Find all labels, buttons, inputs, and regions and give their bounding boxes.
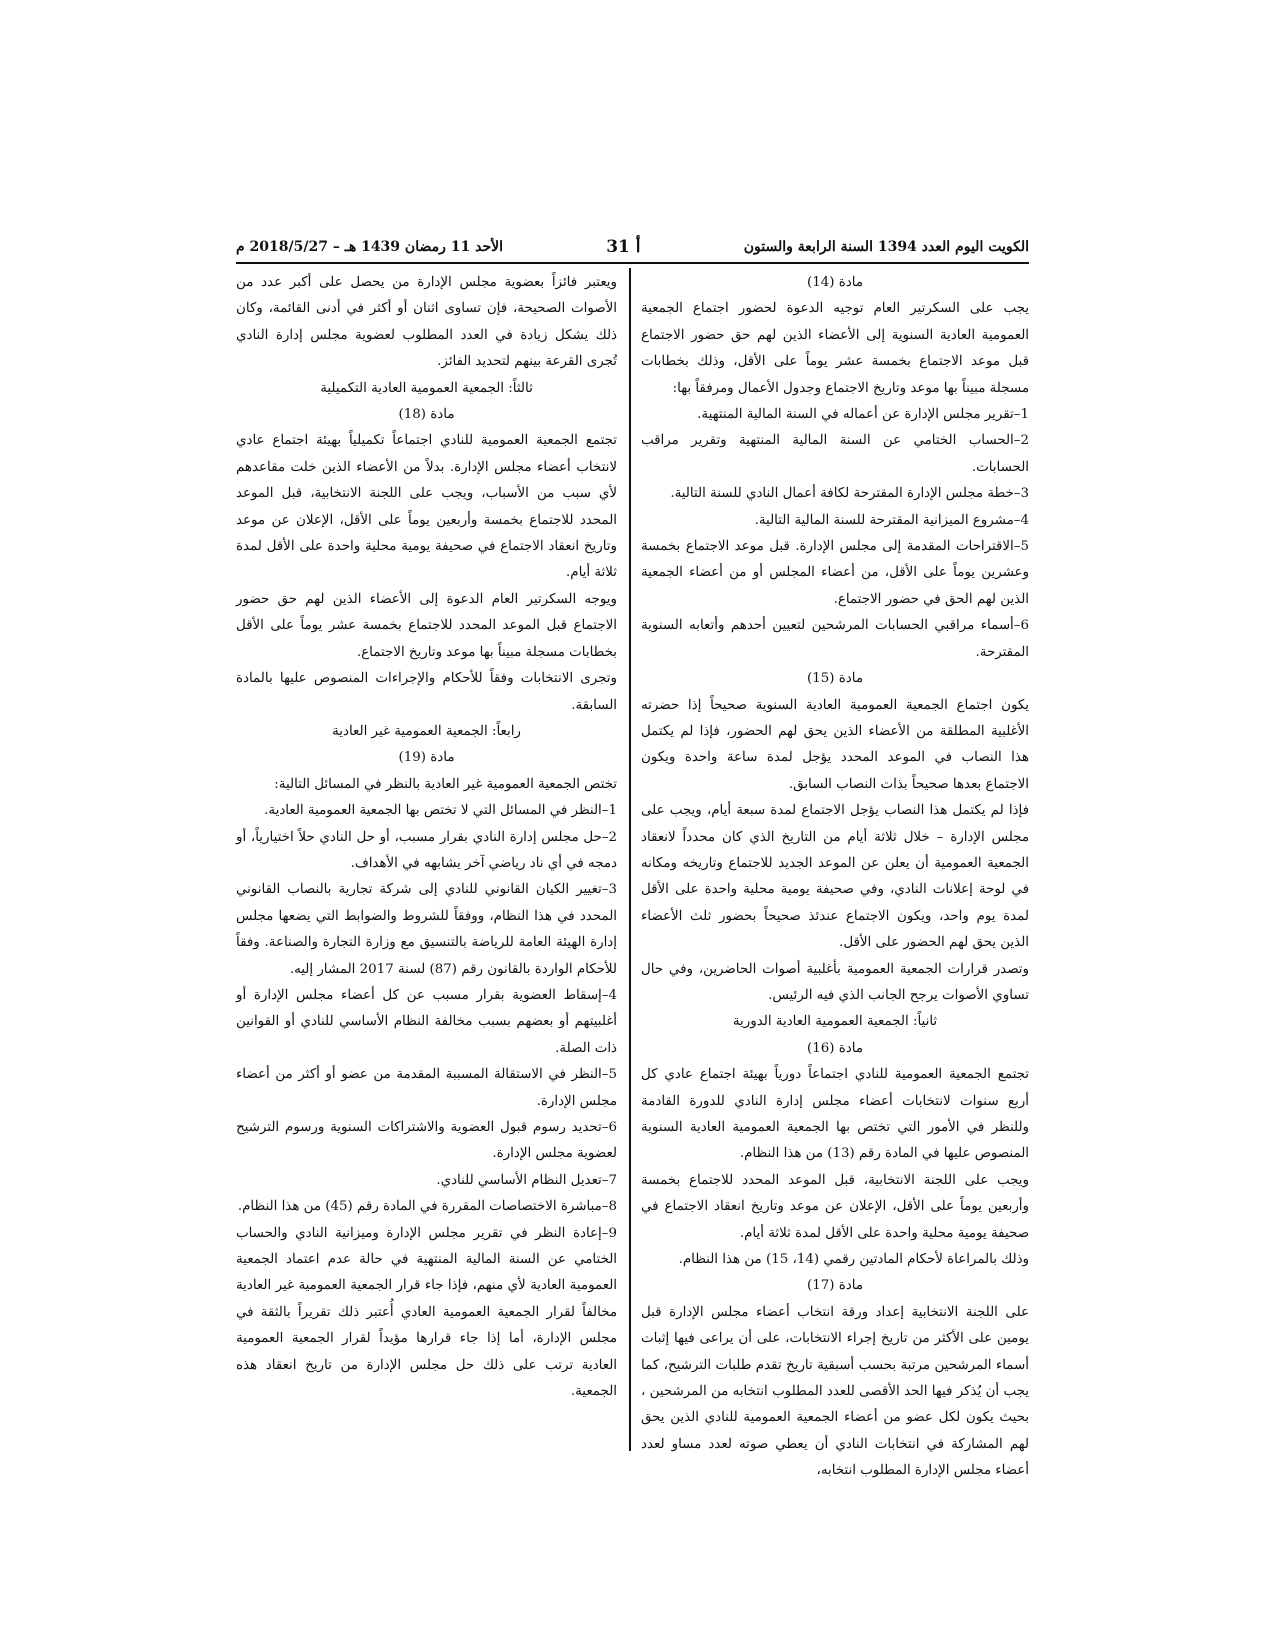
section-heading: مادة (14) bbox=[807, 275, 863, 290]
paragraph: ويعتبر فائزاً بعضوية مجلس الإدارة من يحصل على أكبر عدد من الأصوات الصحيحة، فإن تساوى اثنان أو أكثر في أدنى القائمة، وكان ذلك يشكل زيادة في العدد المطلوب لعضوية مجلس إدارة النادي تُجرى القرعة بينهم لتحديد الفائز. bbox=[236, 275, 617, 370]
paragraph: على اللجنة الانتخابية إعداد ورقة انتخاب أعضاء مجلس الإدارة قبل يومين على الأكثر من تاريخ إجراء الانتخابات، على أن يراعى فيها إثبات أسماء المرشحين مرتبة بحسب أسبقية تاريخ تقدم طلبات الترشيح، كما يجب أن يُذكر فيها الحد الأقصى للعدد المطلوب انتخابه من المرشحين ، بحيث يكون لكل عضو من أعضاء الجمعية العمومية للنادي الذين يحق لهم المشاركة في انتخابات النادي أن يعطي صوته لعدد مساو لعدد أعضاء مجلس الإدارة المطلوب انتخابه، bbox=[641, 1304, 1029, 1479]
paragraph: فإذا لم يكتمل هذا النصاب يؤجل الاجتماع لمدة سبعة أيام، ويجب على مجلس الإدارة – خلال ثلاثة أيام من التاريخ الذي كان محدداً لانعقاد الجمعية العمومية أن يعلن عن الموعد الجديد للاجتماع وتاريخه ومكانه في لوحة إعلانات النادي، وفي صحيفة يومية محلية واحدة على الأقل لمدة يوم واحد، ويكون الاجتماع عندئذ صحيحاً بحضور ثلث الأعضاء الذين يحق لهم الحضور على الأقل. bbox=[641, 803, 1029, 951]
section-heading: مادة (15) bbox=[807, 671, 863, 687]
section-heading: مادة (17) bbox=[807, 1278, 863, 1294]
paragraph: تجتمع الجمعية العمومية للنادي اجتماعاً دورياً بهيئة اجتماع عادي كل أربع سنوات لانتخابات أعضاء مجلس إدارة النادي للدورة القادمة وللنظر في الأمور التي تختص بها الجمعية العمومية العادية السنوية المنصوص عليها في المادة رقم (13) من هذا النظام. bbox=[641, 1067, 1029, 1162]
section-heading: مادة (18) bbox=[398, 407, 455, 423]
left-column bbox=[236, 270, 617, 1405]
paragraph: ويجب على اللجنة الانتخابية، قبل الموعد المحدد للاجتماع بخمسة وأربعين يوماً على الأقل، الإعلان عن موعد وتاريخ انعقاد الاجتماع في صحيفة يومية محلية واحدة على الأقل لمدة ثلاثة أيام. bbox=[641, 1172, 1029, 1241]
paragraph: 4–إسقاط العضوية بقرار مسبب عن كل أعضاء مجلس الإدارة أو أغلبيتهم أو بعضهم بسبب مخالفة النظام الأساسي للنادي أو القوانين ذات الصلة. bbox=[236, 987, 617, 1056]
paragraph: 4–مشروع الميزانية المقترحة للسنة المالية التالية. bbox=[754, 512, 1029, 528]
paragraph: 2–الحساب الختامي عن السنة المالية المنتهية وتقرير مراقب الحسابات. bbox=[641, 433, 1029, 475]
paragraph: 5–الاقتراحات المقدمة إلى مجلس الإدارة. قبل موعد الاجتماع بخمسة وعشرين يوماً على الأقل، من أعضاء المجلس أو من أعضاء الجمعية الذين لهم الحق في حضور الاجتماع. bbox=[641, 539, 1029, 607]
page-header bbox=[236, 233, 1029, 261]
header-date: الأحد 11 رمضان 1439 هـ – 2018/5/27 م bbox=[236, 239, 503, 255]
header-issue: الكويت اليوم العدد 1394 السنة الرابعة والستون bbox=[743, 239, 1029, 255]
paragraph: 2–حل مجلس إدارة النادي بقرار مسبب، أو حل النادي حلاً اختيارياً، أو دمجه في أي ناد رياضي آخر يشابهه في الأهداف. bbox=[236, 829, 617, 871]
section-heading: ثانياً: الجمعية العمومية العادية الدورية bbox=[732, 1014, 938, 1030]
section-heading: ثالثاً: الجمعية العمومية العادية التكميلية bbox=[320, 380, 533, 396]
section-heading: رابعاً: الجمعية العمومية غير العادية bbox=[332, 723, 521, 739]
paragraph: 3–تغيير الكيان القانوني للنادي إلى شركة تجارية بالنصاب القانوني المحدد في هذا النظام، ووفقاً للشروط والضوابط التي يضعها مجلس إدارة الهيئة العامة للرياضة بالتنسيق مع وزارة التجارة والصناعة. وفقاً للأحكام الواردة بالقانون رقم (87) لسنة 2017 المشار إليه. bbox=[236, 882, 617, 977]
paragraph: ويوجه السكرتير العام الدعوة إلى الأعضاء الذين لهم حق حضور الاجتماع قبل الموعد المحدد للاجتماع بخمسة عشر يوماً على الأقل بخطابات مسجلة مبيناً بها موعد وتاريخ الاجتماع. bbox=[236, 591, 617, 660]
paragraph: 6–تحديد رسوم قبول العضوية والاشتراكات السنوية ورسوم الترشيح لعضوية مجلس الإدارة. bbox=[236, 1120, 617, 1162]
paragraph: 3–خطة مجلس الإدارة المقترحة لكافة أعمال النادي للسنة التالية. bbox=[670, 486, 1029, 502]
paragraph: يكون اجتماع الجمعية العمومية العادية السنوية صحيحاً إذا حضرته الأغلبية المطلقة من الأعضاء الذين يحق لهم الحضور، فإذا لم يكتمل هذا النصاب في الموعد المحدد يؤجل لمدة ساعة واحدة ويكون الاجتماع بعدها صحيحاً بذات النصاب السابق. bbox=[641, 697, 1029, 792]
paragraph: وتصدر قرارات الجمعية العمومية بأغلبية أصوات الحاضرين، وفي حال تساوي الأصوات يرجح الجانب الذي فيه الرئيس. bbox=[641, 961, 1029, 1003]
section-heading: مادة (19) bbox=[398, 750, 455, 766]
column-divider bbox=[629, 268, 631, 1451]
paragraph: وذلك بالمراعاة لأحكام المادتين رقمي (14، 15) من هذا النظام. bbox=[678, 1252, 1029, 1268]
header-divider bbox=[236, 262, 1029, 264]
paragraph: 7–تعديل النظام الأساسي للنادي. bbox=[436, 1172, 617, 1188]
paragraph: 6–أسماء مراقبي الحسابات المرشحين لتعيين أحدهم وأتعابه السنوية المقترحة. bbox=[641, 618, 1029, 660]
paragraph: 5–النظر في الاستقالة المسببة المقدمة من عضو أو أكثر من أعضاء مجلس الإدارة. bbox=[236, 1067, 617, 1109]
paragraph: يجب على السكرتير العام توجيه الدعوة لحضور اجتماع الجمعية العمومية العادية السنوية إلى الأعضاء الذين لهم حق حضور الاجتماع قبل موعد الاجتماع بخمسة عشر يوماً على الأقل، وذلك بخطابات مسجلة مبيناً بها موعد وتاريخ الاجتماع وجدول الأعمال ومرفقاً بها: bbox=[641, 301, 1029, 396]
right-column bbox=[641, 270, 1029, 1485]
section-heading: مادة (16) bbox=[807, 1040, 863, 1056]
paragraph: 1–تقرير مجلس الإدارة عن أعماله في السنة المالية المنتهية. bbox=[697, 407, 1029, 423]
paragraph: 1–النظر في المسائل التي لا تختص بها الجمعية العمومية العادية. bbox=[264, 803, 617, 819]
paragraph: 8–مباشرة الاختصاصات المقررة في المادة رقم (45) من هذا النظام. bbox=[237, 1199, 617, 1215]
paragraph: تجتمع الجمعية العمومية للنادي اجتماعاً تكميلياً بهيئة اجتماع عادي لانتخاب أعضاء مجلس الإدارة. بدلاً من الأعضاء الذين خلت مقاعدهم لأي سبب من الأسباب، ويجب على اللجنة الانتخابية، قبل الموعد المحدد للاجتماع بخمسة وأربعين يوماً على الأقل، الإعلان عن موعد وتاريخ انعقاد الاجتماع في صحيفة يومية محلية واحدة على الأقل لمدة ثلاثة أيام. bbox=[236, 433, 617, 581]
paragraph: تختص الجمعية العمومية غير العادية بالنظر في المسائل التالية: bbox=[274, 776, 617, 792]
paragraph: وتجرى الانتخابات وفقاً للأحكام والإجراءات المنصوص عليها بالمادة السابقة. bbox=[236, 671, 617, 713]
paragraph: 9–إعادة النظر في تقرير مجلس الإدارة وميزانية النادي والحساب الختامي عن السنة المالية المنتهية في حالة عدم اعتماد الجمعية العمومية العادية لأي منهم، فإذا جاء قرار الجمعية العمومية غير العادية مخالفاً لقرار الجمعية العمومية العادي أُعتبر ذلك تقريراً بالثقة في مجلس الإدارة، أما إذا جاء قرارها مؤيداً لقرار الجمعية العمومية العادية ترتب على ذلك حل مجلس الإدارة من تاريخ انعقاد هذه الجمعية. bbox=[236, 1225, 617, 1400]
page-number: أ 31 bbox=[606, 237, 641, 257]
